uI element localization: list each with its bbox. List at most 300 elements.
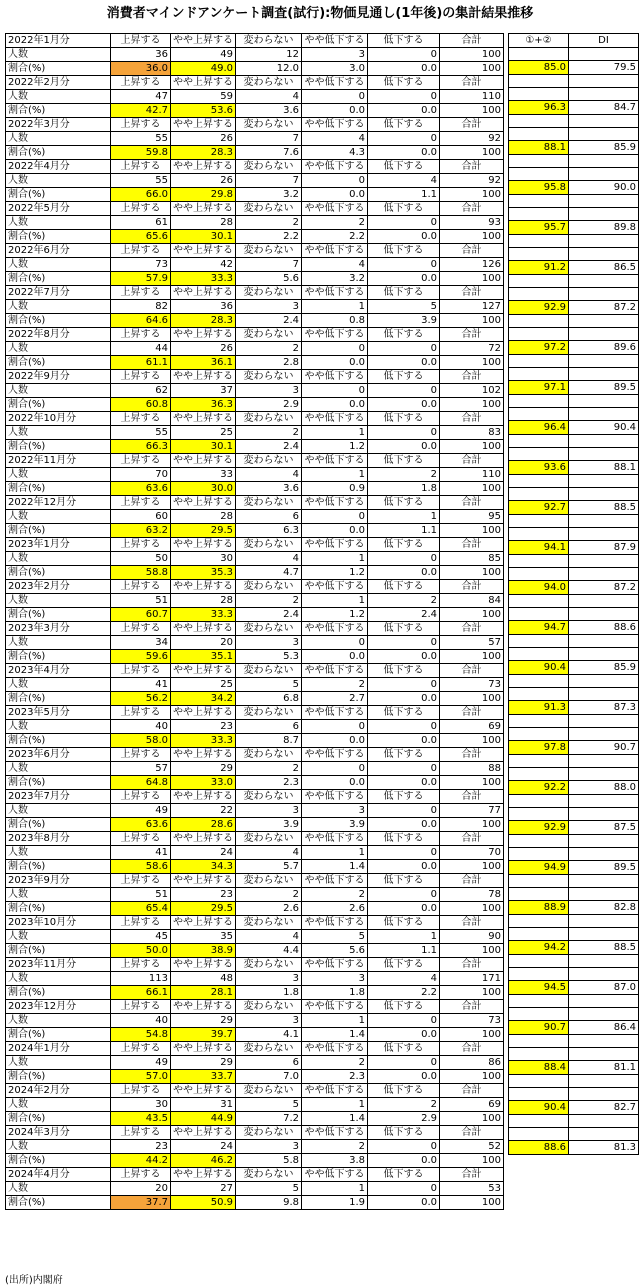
column-header: 上昇する	[111, 496, 171, 510]
empty-cell	[569, 75, 639, 88]
empty-cell	[509, 955, 569, 968]
column-header: 上昇する	[111, 328, 171, 342]
summary-row	[509, 901, 639, 915]
summary-row	[509, 661, 639, 675]
pct-cell: 34.3	[171, 860, 236, 874]
month-header-row	[6, 328, 504, 342]
count-cell: 6	[236, 1056, 302, 1070]
empty-cell	[569, 835, 639, 848]
column-header: やや上昇する	[171, 622, 236, 636]
month-header-row	[6, 118, 504, 132]
count-row	[6, 1014, 504, 1028]
count-cell: 30	[111, 1098, 171, 1112]
count-label: 人数	[6, 762, 111, 776]
count-row	[6, 426, 504, 440]
column-header: やや低下する	[302, 706, 368, 720]
count-row	[6, 174, 504, 188]
count-label: 人数	[6, 888, 111, 902]
count-cell: 0	[302, 720, 368, 734]
pct-cell: 63.6	[111, 482, 171, 496]
pct-cell: 0.0	[302, 398, 368, 412]
count-cell: 171	[440, 972, 504, 986]
column-header: 上昇する	[111, 874, 171, 888]
pct-cell: 59.6	[111, 650, 171, 664]
pct-cell: 37.7	[111, 1196, 171, 1210]
empty-cell	[509, 795, 569, 808]
pct-cell: 39.7	[171, 1028, 236, 1042]
count-cell: 26	[171, 132, 236, 146]
count-cell: 4	[236, 930, 302, 944]
summary-row	[509, 715, 639, 728]
empty-cell	[509, 608, 569, 621]
column-header: 低下する	[368, 958, 440, 972]
pct-label: 割合(%)	[6, 1154, 111, 1168]
pct-cell: 0.0	[368, 230, 440, 244]
summary-row	[509, 1035, 639, 1048]
count-cell: 5	[236, 678, 302, 692]
column-header: 低下する	[368, 916, 440, 930]
column-header: 低下する	[368, 1042, 440, 1056]
pct-cell: 5.6	[236, 272, 302, 286]
empty-cell	[509, 1048, 569, 1061]
empty-cell	[569, 475, 639, 488]
pct-row	[6, 314, 504, 328]
summary-row	[509, 34, 639, 48]
pct-cell: 100	[440, 1028, 504, 1042]
summary-row	[509, 88, 639, 101]
count-row	[6, 1182, 504, 1196]
pct-row	[6, 440, 504, 454]
column-header: やや上昇する	[171, 790, 236, 804]
column-header: 合計	[440, 1084, 504, 1098]
column-header: 上昇する	[111, 1168, 171, 1182]
column-header: 変わらない	[236, 748, 302, 762]
summary-row	[509, 395, 639, 408]
pct-cell: 0.8	[302, 314, 368, 328]
sum12-cell: 94.2	[509, 941, 569, 955]
pct-cell: 0.0	[368, 1154, 440, 1168]
count-label: 人数	[6, 48, 111, 62]
sum12-cell: 94.7	[509, 621, 569, 635]
page-title: 消費者マインドアンケート調査(試行):物価見通し(1年後)の集計結果推移	[106, 6, 534, 21]
summary-row	[509, 928, 639, 941]
pct-cell: 46.2	[171, 1154, 236, 1168]
column-header: やや上昇する	[171, 496, 236, 510]
pct-cell: 44.2	[111, 1154, 171, 1168]
empty-cell	[509, 755, 569, 768]
column-header: 合計	[440, 874, 504, 888]
count-cell: 2	[302, 216, 368, 230]
month-header-row	[6, 202, 504, 216]
pct-cell: 2.4	[368, 608, 440, 622]
column-header: 合計	[440, 1168, 504, 1182]
empty-cell	[509, 1128, 569, 1141]
sum12-cell: 85.0	[509, 61, 569, 75]
count-row	[6, 132, 504, 146]
count-cell: 5	[236, 1098, 302, 1112]
pct-label: 割合(%)	[6, 860, 111, 874]
pct-row	[6, 146, 504, 160]
sum12-cell: 96.3	[509, 101, 569, 115]
summary-row	[509, 221, 639, 235]
count-cell: 52	[440, 1140, 504, 1154]
pct-cell: 36.1	[171, 356, 236, 370]
count-label: 人数	[6, 930, 111, 944]
pct-row	[6, 692, 504, 706]
column-header: 低下する	[368, 118, 440, 132]
count-label: 人数	[6, 1098, 111, 1112]
sum12-cell: 88.9	[509, 901, 569, 915]
pct-cell: 43.5	[111, 1112, 171, 1126]
count-cell: 1	[368, 930, 440, 944]
empty-cell	[509, 75, 569, 88]
column-header: 低下する	[368, 496, 440, 510]
pct-cell: 5.7	[236, 860, 302, 874]
pct-label: 割合(%)	[6, 902, 111, 916]
sum12-cell: 92.9	[509, 301, 569, 315]
summary-row	[509, 235, 639, 248]
count-label: 人数	[6, 132, 111, 146]
column-header: 上昇する	[111, 202, 171, 216]
column-header: 低下する	[368, 706, 440, 720]
pct-row	[6, 104, 504, 118]
column-header: 変わらない	[236, 76, 302, 90]
count-cell: 0	[368, 384, 440, 398]
pct-cell: 3.9	[236, 818, 302, 832]
count-cell: 6	[236, 720, 302, 734]
pct-cell: 2.4	[236, 314, 302, 328]
pct-label: 割合(%)	[6, 104, 111, 118]
column-header: やや低下する	[302, 1168, 368, 1182]
count-cell: 69	[440, 720, 504, 734]
pct-cell: 0.0	[368, 440, 440, 454]
month-label: 2023年4月分	[6, 664, 111, 678]
pct-cell: 0.0	[368, 734, 440, 748]
summary-row	[509, 808, 639, 821]
summary-row	[509, 981, 639, 995]
di-cell: 82.7	[569, 1101, 639, 1115]
empty-cell	[509, 1008, 569, 1021]
di-cell: 88.5	[569, 501, 639, 515]
empty-cell	[569, 955, 639, 968]
pct-cell: 1.2	[302, 566, 368, 580]
count-cell: 3	[236, 1014, 302, 1028]
pct-cell: 100	[440, 860, 504, 874]
count-cell: 0	[302, 510, 368, 524]
month-label: 2024年2月分	[6, 1084, 111, 1098]
empty-cell	[509, 968, 569, 981]
pct-cell: 59.8	[111, 146, 171, 160]
pct-cell: 7.6	[236, 146, 302, 160]
column-header: 低下する	[368, 1126, 440, 1140]
pct-cell: 2.9	[368, 1112, 440, 1126]
empty-cell	[569, 595, 639, 608]
pct-row	[6, 1028, 504, 1042]
count-cell: 4	[236, 90, 302, 104]
column-header: 合計	[440, 916, 504, 930]
summary-row	[509, 755, 639, 768]
count-cell: 0	[302, 174, 368, 188]
pct-cell: 6.8	[236, 692, 302, 706]
pct-cell: 100	[440, 608, 504, 622]
count-cell: 1	[302, 468, 368, 482]
pct-row	[6, 776, 504, 790]
month-header-row	[6, 916, 504, 930]
summary-row	[509, 835, 639, 848]
empty-cell	[569, 355, 639, 368]
pct-cell: 33.7	[171, 1070, 236, 1084]
count-cell: 1	[302, 1098, 368, 1112]
count-label: 人数	[6, 846, 111, 860]
column-header: 低下する	[368, 580, 440, 594]
count-row	[6, 1098, 504, 1112]
empty-cell	[509, 1075, 569, 1088]
count-cell: 0	[302, 90, 368, 104]
count-cell: 2	[236, 426, 302, 440]
count-cell: 0	[368, 846, 440, 860]
empty-cell	[509, 488, 569, 501]
summary-row	[509, 101, 639, 115]
pct-row	[6, 62, 504, 76]
sum12-cell: 93.6	[509, 461, 569, 475]
month-header-row	[6, 748, 504, 762]
empty-cell	[569, 755, 639, 768]
column-header: 変わらない	[236, 412, 302, 426]
summary-row	[509, 1048, 639, 1061]
pct-row	[6, 860, 504, 874]
column-header: やや上昇する	[171, 202, 236, 216]
month-label: 2023年10月分	[6, 916, 111, 930]
month-label: 2022年8月分	[6, 328, 111, 342]
column-header: 合計	[440, 706, 504, 720]
count-row	[6, 258, 504, 272]
empty-cell	[569, 1008, 639, 1021]
pct-cell: 5.6	[302, 944, 368, 958]
empty-cell	[569, 315, 639, 328]
count-cell: 95	[440, 510, 504, 524]
sum12-header: ①+②	[509, 34, 569, 48]
column-header: やや低下する	[302, 412, 368, 426]
count-row	[6, 636, 504, 650]
pct-cell: 0.0	[302, 524, 368, 538]
count-row	[6, 888, 504, 902]
month-header-row	[6, 832, 504, 846]
count-cell: 60	[111, 510, 171, 524]
pct-label: 割合(%)	[6, 62, 111, 76]
column-header: 変わらない	[236, 118, 302, 132]
pct-label: 割合(%)	[6, 566, 111, 580]
empty-cell	[509, 568, 569, 581]
empty-cell	[509, 355, 569, 368]
count-cell: 29	[171, 1014, 236, 1028]
month-label: 2023年2月分	[6, 580, 111, 594]
empty-cell	[569, 568, 639, 581]
count-cell: 37	[171, 384, 236, 398]
column-header: 上昇する	[111, 118, 171, 132]
sum12-cell: 88.1	[509, 141, 569, 155]
count-cell: 73	[440, 1014, 504, 1028]
summary-row	[509, 581, 639, 595]
column-header: やや上昇する	[171, 874, 236, 888]
pct-cell: 34.2	[171, 692, 236, 706]
count-cell: 4	[236, 846, 302, 860]
count-cell: 3	[236, 636, 302, 650]
column-header: やや上昇する	[171, 76, 236, 90]
empty-cell	[569, 928, 639, 941]
column-header: 合計	[440, 664, 504, 678]
di-cell: 88.6	[569, 621, 639, 635]
summary-row	[509, 301, 639, 315]
count-cell: 29	[171, 762, 236, 776]
count-cell: 50	[111, 552, 171, 566]
count-cell: 59	[171, 90, 236, 104]
count-cell: 0	[368, 1140, 440, 1154]
count-row	[6, 804, 504, 818]
pct-cell: 63.2	[111, 524, 171, 538]
count-cell: 0	[368, 720, 440, 734]
empty-cell	[569, 675, 639, 688]
count-label: 人数	[6, 972, 111, 986]
sum12-cell: 88.6	[509, 1141, 569, 1155]
sum12-cell: 92.7	[509, 501, 569, 515]
di-cell: 86.5	[569, 261, 639, 275]
column-header: やや低下する	[302, 874, 368, 888]
di-cell: 88.5	[569, 941, 639, 955]
summary-row	[509, 515, 639, 528]
count-cell: 1	[302, 1182, 368, 1196]
pct-label: 割合(%)	[6, 776, 111, 790]
column-header: やや低下する	[302, 538, 368, 552]
pct-cell: 1.9	[302, 1196, 368, 1210]
count-label: 人数	[6, 804, 111, 818]
count-cell: 49	[111, 1056, 171, 1070]
column-header: 変わらない	[236, 202, 302, 216]
summary-row	[509, 768, 639, 781]
column-header: 上昇する	[111, 748, 171, 762]
count-cell: 126	[440, 258, 504, 272]
empty-cell	[569, 648, 639, 661]
summary-row	[509, 155, 639, 168]
di-header: DI	[569, 34, 639, 48]
empty-cell	[509, 328, 569, 341]
summary-row	[509, 781, 639, 795]
di-cell: 89.5	[569, 861, 639, 875]
di-cell: 87.3	[569, 701, 639, 715]
count-label: 人数	[6, 90, 111, 104]
pct-label: 割合(%)	[6, 482, 111, 496]
column-header: やや上昇する	[171, 580, 236, 594]
pct-cell: 5.8	[236, 1154, 302, 1168]
count-cell: 2	[236, 216, 302, 230]
count-cell: 0	[368, 48, 440, 62]
column-header: 低下する	[368, 874, 440, 888]
count-cell: 3	[236, 384, 302, 398]
summary-row	[509, 675, 639, 688]
pct-label: 割合(%)	[6, 230, 111, 244]
sum12-cell: 94.0	[509, 581, 569, 595]
di-cell: 81.3	[569, 1141, 639, 1155]
column-header: 変わらない	[236, 1084, 302, 1098]
pct-label: 割合(%)	[6, 1112, 111, 1126]
pct-cell: 2.3	[236, 776, 302, 790]
di-cell: 79.5	[569, 61, 639, 75]
column-header: 上昇する	[111, 958, 171, 972]
count-cell: 57	[440, 636, 504, 650]
count-cell: 102	[440, 384, 504, 398]
sum12-cell: 96.4	[509, 421, 569, 435]
empty-cell	[569, 195, 639, 208]
count-label: 人数	[6, 426, 111, 440]
source-note: (出所)内閣府	[5, 1275, 63, 1286]
pct-cell: 36.3	[171, 398, 236, 412]
column-header: 合計	[440, 118, 504, 132]
column-header: 変わらない	[236, 1000, 302, 1014]
column-header: 低下する	[368, 1168, 440, 1182]
empty-cell	[509, 368, 569, 381]
count-cell: 0	[368, 258, 440, 272]
di-cell: 81.1	[569, 1061, 639, 1075]
pct-cell: 30.1	[171, 440, 236, 454]
count-row	[6, 552, 504, 566]
count-row	[6, 1140, 504, 1154]
empty-cell	[509, 715, 569, 728]
empty-cell	[569, 488, 639, 501]
summary-row	[509, 648, 639, 661]
count-cell: 0	[368, 1014, 440, 1028]
count-row	[6, 300, 504, 314]
count-cell: 49	[171, 48, 236, 62]
column-header: 上昇する	[111, 1084, 171, 1098]
empty-cell	[509, 635, 569, 648]
empty-cell	[569, 248, 639, 261]
count-cell: 40	[111, 720, 171, 734]
pct-label: 割合(%)	[6, 986, 111, 1000]
month-label: 2022年1月分	[6, 34, 111, 48]
pct-cell: 4.7	[236, 566, 302, 580]
pct-cell: 0.0	[368, 650, 440, 664]
column-header: 合計	[440, 370, 504, 384]
empty-cell	[509, 315, 569, 328]
count-cell: 55	[111, 132, 171, 146]
column-header: 上昇する	[111, 454, 171, 468]
column-header: 変わらない	[236, 790, 302, 804]
pct-cell: 2.8	[236, 356, 302, 370]
month-header-row	[6, 1084, 504, 1098]
column-header: 合計	[440, 1042, 504, 1056]
pct-row	[6, 524, 504, 538]
empty-cell	[509, 888, 569, 901]
empty-cell	[569, 848, 639, 861]
summary-row	[509, 795, 639, 808]
pct-cell: 1.8	[368, 482, 440, 496]
sum12-cell: 95.7	[509, 221, 569, 235]
month-header-row	[6, 76, 504, 90]
pct-cell: 0.0	[368, 62, 440, 76]
summary-row	[509, 168, 639, 181]
pct-cell: 0.9	[302, 482, 368, 496]
column-header: やや低下する	[302, 664, 368, 678]
pct-row	[6, 986, 504, 1000]
column-header: 合計	[440, 34, 504, 48]
count-cell: 3	[236, 300, 302, 314]
month-label: 2023年12月分	[6, 1000, 111, 1014]
empty-cell	[569, 115, 639, 128]
empty-cell	[569, 795, 639, 808]
count-label: 人数	[6, 720, 111, 734]
count-cell: 24	[171, 846, 236, 860]
empty-cell	[509, 235, 569, 248]
count-cell: 0	[302, 762, 368, 776]
